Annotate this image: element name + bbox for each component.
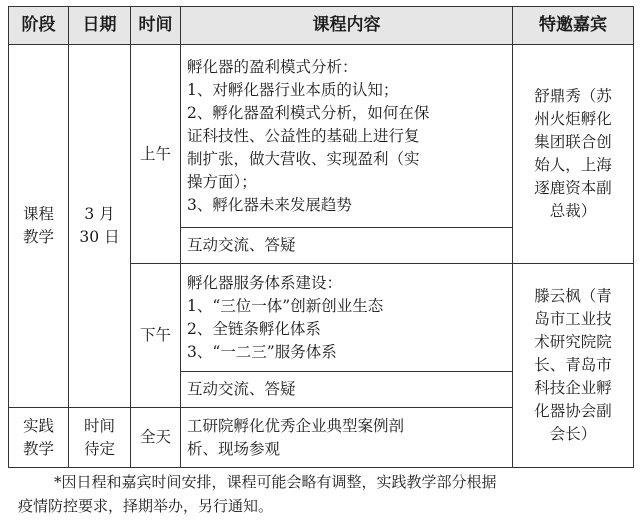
footnote <box>12 470 632 518</box>
guest-line: 滕云枫（青 <box>534 287 612 305</box>
guest-cell-afternoon <box>513 264 634 468</box>
table-row-morning <box>9 45 634 228</box>
content-line: 析、现场参观 <box>187 439 281 458</box>
guest-line: 岛市工业技 <box>534 310 612 328</box>
content-line: 证科技性、公益性的基础上进行复 <box>187 126 420 145</box>
date-cell-practice <box>69 408 131 468</box>
guest-line: 州火炬孵化 <box>534 110 612 128</box>
guest-line: 舒鼎秀（苏 <box>534 87 612 105</box>
guest-line: 化器协会副 <box>534 402 612 420</box>
content-line: 2、孵化器盈利模式分析，如何在保 <box>187 103 430 122</box>
stage-text: 实践 <box>22 416 54 435</box>
guest-line: 会长） <box>549 425 597 443</box>
header-date: 日期 <box>69 7 131 45</box>
discussion-cell-morning: 互动交流、答疑 <box>181 228 513 264</box>
time-cell-morning: 上午 <box>131 45 181 264</box>
guest-line: 科技企业孵 <box>534 379 612 397</box>
content-line: 制扩张，做大营收、实现盈利（实 <box>187 149 420 168</box>
schedule-table <box>8 6 634 468</box>
time-cell-practice: 全天 <box>131 408 181 468</box>
header-guest: 特邀嘉宾 <box>513 7 634 45</box>
content-cell-afternoon <box>181 264 513 372</box>
content-cell-morning <box>181 45 513 228</box>
date-cell-course <box>69 45 131 408</box>
guest-line: 逐鹿资本副 <box>534 179 612 197</box>
stage-cell-practice <box>9 408 69 468</box>
content-line: 3、“一二三”服务体系 <box>187 342 337 361</box>
header-content: 课程内容 <box>181 7 513 45</box>
guest-line: 术研究院院 <box>534 333 612 351</box>
content-cell-practice <box>181 408 513 468</box>
discussion-cell-afternoon: 互动交流、答疑 <box>181 372 513 408</box>
content-line: 3、孵化器未来发展趋势 <box>187 195 352 214</box>
stage-cell-course <box>9 45 69 408</box>
time-cell-afternoon: 下午 <box>131 264 181 408</box>
stage-text: 课程 <box>22 205 54 223</box>
content-line: 操方面）； <box>187 172 257 191</box>
guest-cell-morning <box>513 45 634 264</box>
date-text: 待定 <box>83 439 115 458</box>
content-line: 孵化器服务体系建设： <box>187 273 343 292</box>
footnote-line: *因日程和嘉宾时间安排，课程可能会略有调整，实践教学部分根据 <box>54 473 497 491</box>
content-line: 工研院孵化优秀企业典型案例剖 <box>187 416 405 435</box>
guest-line: 集团联合创 <box>534 133 612 151</box>
guest-line: 长、青岛市 <box>534 356 612 374</box>
date-text: 时间 <box>83 416 115 435</box>
content-line: 孵化器的盈利模式分析： <box>187 57 358 76</box>
stage-text: 教学 <box>22 228 54 246</box>
guest-line: 总裁） <box>549 202 597 220</box>
date-text: 3 月 <box>84 205 115 223</box>
content-line: 2、全链条孵化体系 <box>187 319 321 338</box>
header-row <box>9 7 634 45</box>
header-time: 时间 <box>131 7 181 45</box>
guest-line: 始人，上海 <box>534 156 612 174</box>
header-stage: 阶段 <box>9 7 69 45</box>
stage-text: 教学 <box>22 439 54 458</box>
footnote-line: 疫情防控要求，择期举办，另行通知。 <box>18 497 274 515</box>
content-line: 1、对孵化器行业本质的认知； <box>187 80 399 99</box>
content-line: 1、“三位一体”创新创业生态 <box>187 296 384 315</box>
date-text: 30 日 <box>79 228 120 246</box>
